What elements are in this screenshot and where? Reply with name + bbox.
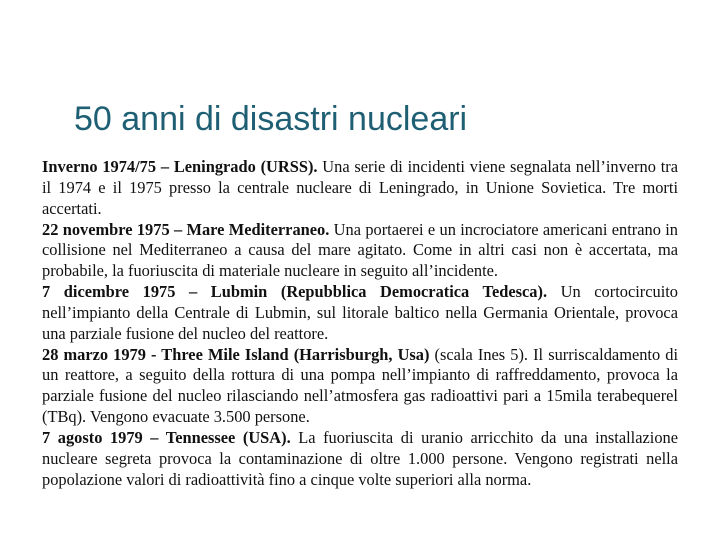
disaster-entry <box>42 220 678 283</box>
disaster-entry <box>42 345 678 428</box>
entry-text: La fuoriuscita di uranio arricchito da una installazione nucleare segreta provoca la contaminazione di oltre 1.000 persone. Vengono registrati nella popolazione valori di radioattività fino a cinque volte superiori alla norma. <box>42 427 678 489</box>
entry-heading: 7 dicembre 1975 – Lubmin (Repubblica Democratica Tedesca). <box>42 282 548 302</box>
disaster-entry <box>42 157 678 220</box>
disaster-list <box>42 157 678 491</box>
entry-heading: 7 agosto 1979 – Tennessee (USA). <box>42 427 291 447</box>
entry-text: (scala Ines 5). Il surriscaldamento di un reattore, a seguito della rottura di una pompa nell’impianto di raffreddamento, provoca la parziale fusione del nucleo rilasciando nell’atmosfera gas radioattivi pari a 15mila terabequerel (TBq). Vengono evacuate 3.500 persone. <box>42 344 678 427</box>
entry-text: Una serie di incidenti viene segnalata nell’inverno tra il 1974 e il 1975 presso la centrale nucleare di Leningrado, in Unione Sovietica. Tre morti accertati. <box>42 157 678 218</box>
entry-text: Un cortocircuito nell’impianto della Centrale di Lubmin, sul litorale baltico nella Germania Orientale, provoca una parziale fusione del nucleo del reattore. <box>42 282 678 343</box>
slide-title: 50 anni di disastri nucleari <box>74 100 468 138</box>
entry-text: Una portaerei e un incrociatore americani entrano in collisione nel Mediterraneo a causa del mare agitato. Come in altri casi non è accertata, ma probabile, la fuoriuscita di materiale nucleare in seguito all’incidente. <box>42 219 679 281</box>
disaster-entry <box>42 282 678 345</box>
entry-heading: 22 novembre 1975 – Mare Mediterraneo. <box>42 219 330 239</box>
entry-heading: Inverno 1974/75 – Leningrado (URSS). <box>42 157 318 176</box>
entry-heading: 28 marzo 1979 - Three Mile Island (Harrisburgh, Usa) <box>42 344 430 364</box>
disaster-entry <box>42 428 678 491</box>
